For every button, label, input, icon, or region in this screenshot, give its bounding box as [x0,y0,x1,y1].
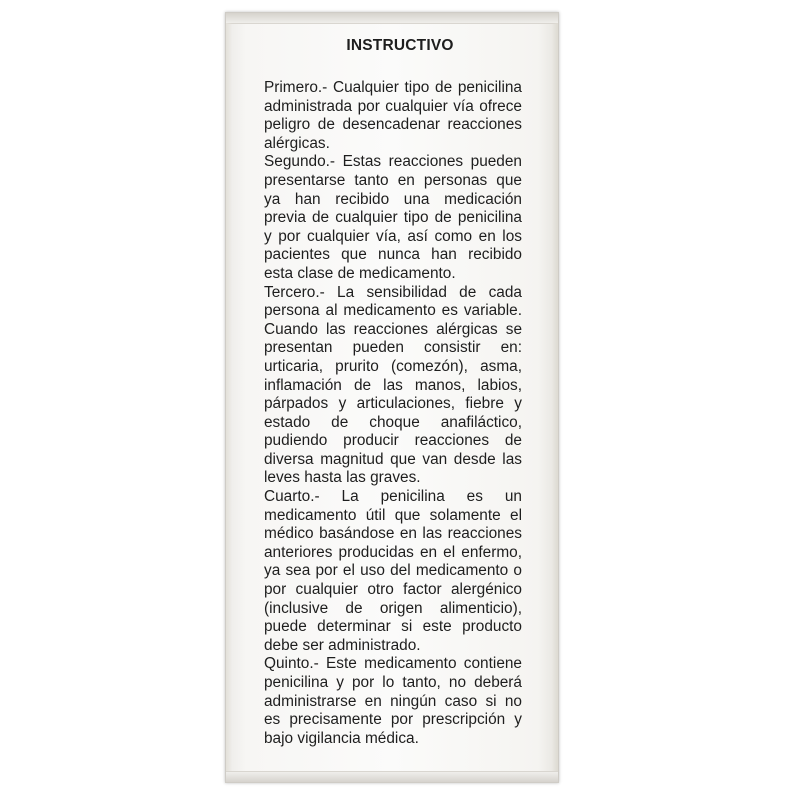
instructivo-text-block [264,37,522,748]
box-top-fold [226,13,558,24]
paragraph-quinto: Quinto.- Este medicamento contiene penicilina y por lo tanto, no deberá administrarse en ningún caso si no es precisamente por prescripción y bajo vigilancia médica. [264,655,522,747]
paragraph-segundo: Segundo.- Estas reacciones pueden presentarse tanto en personas que ya han recibido una medicación previa de cualquier tipo de penicilina y por cualquier vía, así como en los pacientes que nunca han recibido esta clase de medicamento. [264,153,522,282]
instructivo-title: INSTRUCTIVO [346,37,454,54]
paragraph-primero: Primero.- Cualquier tipo de penicilina administrada por cualquier vía ofrece peligro de desencadenar reacciones alérgicas. [264,79,522,152]
paragraph-cuarto: Cuarto.- La penicilina es un medicamento útil que solamente el médico basándose en las reacciones anteriores producidas en el enfermo, ya sea por el uso del medicamento o por cualquier otro factor alergénico (inclusive de origen alimenticio), puede determinar si este producto debe ser administrado. [264,488,522,654]
box-left-edge [226,23,232,772]
medicine-box-side-panel [225,12,559,783]
box-right-edge [552,23,558,772]
box-bottom-fold [226,771,558,782]
paragraph-tercero: Tercero.- La sensibilidad de cada persona al medicamento es variable. Cuando las reacciones alérgicas se presentan pueden consistir en: urticaria, prurito (comezón), asma, inflamación de las manos, labios, párpados y articulaciones, fiebre y estado de choque anafiláctico, pudiendo producir reacciones de diversa magnitud que van desde las leves hasta las graves. [264,283,522,487]
